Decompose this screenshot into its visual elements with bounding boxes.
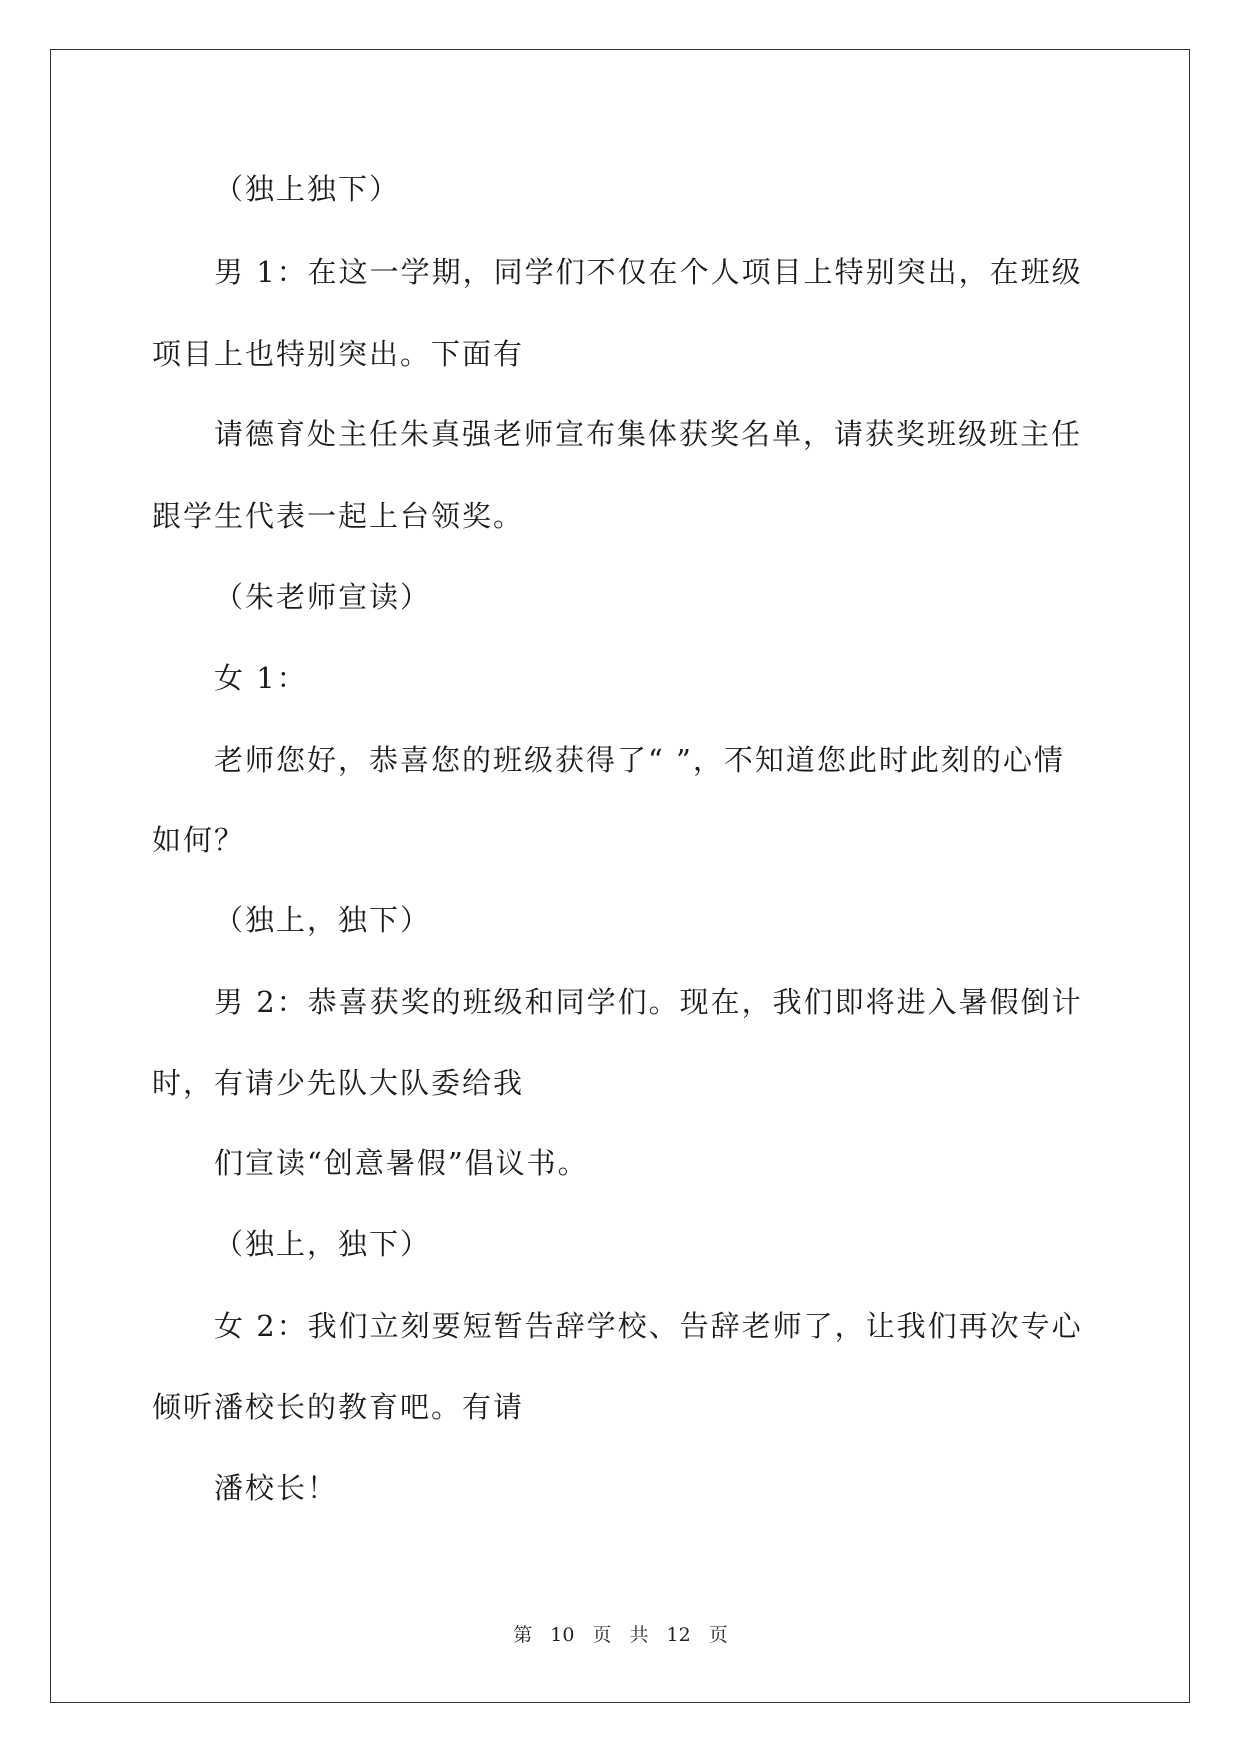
paragraph-line: 如何？: [152, 823, 246, 857]
paragraph-line: 男 1：在这一学期，同学们不仅在个人项目上特别突出，在班级: [214, 255, 1083, 289]
paragraph-line: 男 2：恭喜获奖的班级和同学们。现在，我们即将进入暑假倒计: [214, 985, 1083, 1019]
page-number-footer: 第 10 页 共 12 页: [513, 1624, 728, 1646]
paragraph-line: 老师您好，恭喜您的班级获得了“ ”，不知道您此时此刻的心情: [214, 743, 1065, 777]
page-border: [50, 49, 1190, 1703]
paragraph-line: 请德育处主任朱真强老师宣布集体获奖名单，请获奖班级班主任: [214, 417, 1083, 451]
paragraph-line: 项目上也特别突出。下面有: [152, 337, 525, 371]
paragraph-line: 时，有请少先队大队委给我: [152, 1066, 525, 1100]
paragraph-line: 们宣读“创意暑假”倡议书。: [214, 1146, 589, 1180]
paragraph-line: （独上，独下）: [214, 1227, 432, 1261]
paragraph-line: （独上，独下）: [214, 903, 432, 937]
paragraph-line: 跟学生代表一起上台领奖。: [152, 499, 525, 533]
paragraph-line: 潘校长！: [214, 1471, 339, 1505]
paragraph-line: （独上独下）: [214, 172, 401, 206]
paragraph-line: （朱老师宣读）: [214, 580, 432, 614]
paragraph-line: 女 2：我们立刻要短暂告辞学校、告辞老师了，让我们再次专心: [214, 1309, 1083, 1343]
paragraph-line: 倾听潘校长的教育吧。有请: [152, 1390, 525, 1424]
paragraph-line: 女 1：: [214, 661, 308, 695]
